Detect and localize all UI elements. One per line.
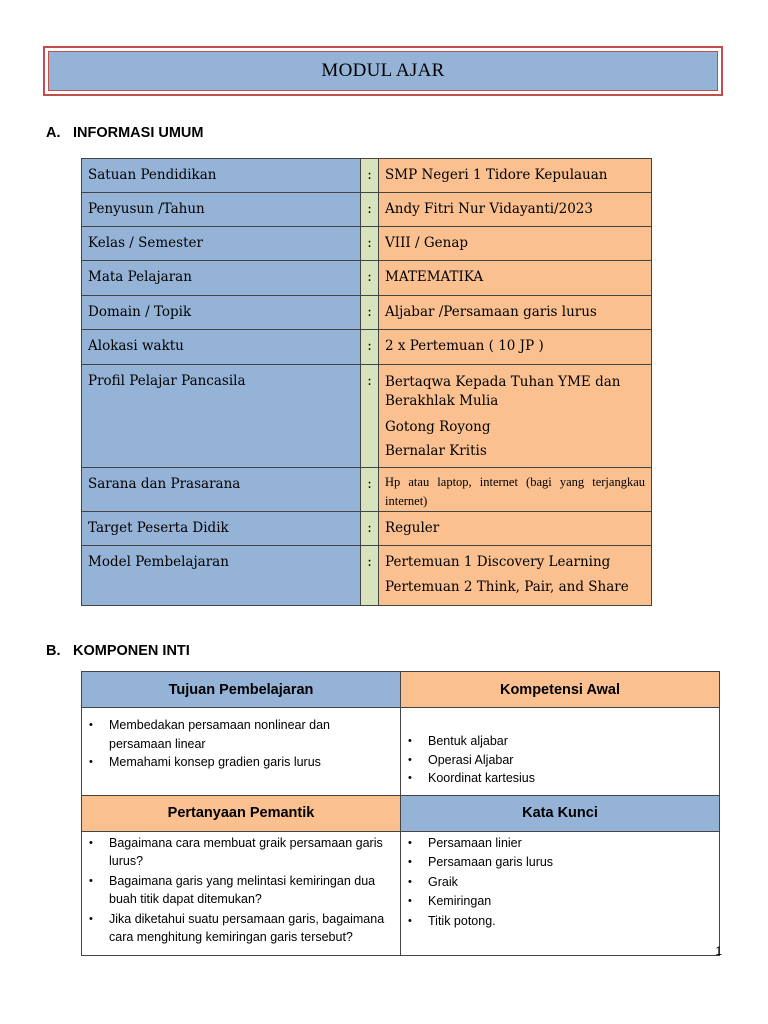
- info-table: [81, 158, 652, 606]
- info-label: Alokasi waktu: [82, 330, 361, 365]
- info-value: MATEMATIKA: [379, 261, 652, 296]
- info-row-mapel: [82, 261, 652, 296]
- info-colon: :: [361, 330, 379, 365]
- info-label: Profil Pelajar Pancasila: [82, 365, 361, 468]
- info-colon: :: [361, 365, 379, 468]
- info-value: Reguler: [379, 512, 652, 546]
- kompetensi-header: Kompetensi Awal: [401, 672, 720, 708]
- info-colon: :: [361, 296, 379, 330]
- tujuan-header: Tujuan Pembelajaran: [82, 672, 401, 708]
- info-row-kelas: [82, 227, 652, 261]
- pertanyaan-cell: [82, 831, 401, 955]
- info-colon: :: [361, 261, 379, 296]
- list-item: • Kemiringan: [408, 894, 492, 908]
- info-label: Satuan Pendidikan: [82, 159, 361, 193]
- info-label: Target Peserta Didik: [82, 512, 361, 546]
- info-value: 2 x Pertemuan ( 10 JP ): [379, 330, 652, 365]
- tujuan-cell: [82, 708, 401, 796]
- list-item: • Bagaimana garis yang melintasi kemiringan dua buah titik dapat ditemukan?: [89, 873, 376, 906]
- info-colon: :: [361, 468, 379, 512]
- info-label: Sarana dan Prasarana: [82, 468, 361, 512]
- section-b-letter: B.: [46, 643, 61, 659]
- info-row-alokasi: [82, 330, 652, 365]
- list-item: • Jika diketahui suatu persamaan garis, bagaimana cara menghitung kemiringan garis tersebut?: [89, 911, 385, 944]
- komponen-table: [81, 671, 720, 956]
- section-a-title: INFORMASI UMUM: [73, 125, 204, 141]
- info-value: SMP Negeri 1 Tidore Kepulauan: [379, 159, 652, 193]
- info-value: Andy Fitri Nur Vidayanti/2023: [379, 193, 652, 227]
- info-colon: :: [361, 159, 379, 193]
- page-title: MODUL AJAR: [48, 51, 718, 91]
- info-row-satuan: [82, 159, 652, 193]
- kompetensi-cell: [401, 708, 720, 796]
- section-b-title: KOMPONEN INTI: [73, 643, 190, 659]
- info-colon: :: [361, 512, 379, 546]
- kata-kunci-cell: [401, 831, 720, 955]
- info-label: Model Pembelajaran: [82, 546, 361, 606]
- info-colon: :: [361, 546, 379, 606]
- list-item: • Koordinat kartesius: [408, 771, 536, 785]
- title-box: [43, 46, 723, 96]
- list-item: • Graik: [408, 874, 458, 889]
- info-value: Hp atau laptop, internet (bagi yang terjangkau internet): [379, 468, 652, 512]
- section-a-letter: A.: [46, 125, 61, 141]
- list-item: • Persamaan linier: [408, 835, 522, 850]
- info-label: Domain / Topik: [82, 296, 361, 330]
- list-item: • Persamaan garis lurus: [408, 855, 554, 869]
- info-row-sarana: [82, 468, 652, 512]
- info-label: Penyusun /Tahun: [82, 193, 361, 227]
- info-row-penyusun: [82, 193, 652, 227]
- info-label: Mata Pelajaran: [82, 261, 361, 296]
- info-value: Aljabar /Persamaan garis lurus: [379, 296, 652, 330]
- info-row-model: [82, 546, 652, 606]
- kata-kunci-header: Kata Kunci: [401, 795, 720, 831]
- page-number: 1: [715, 944, 722, 958]
- info-value: Pertemuan 1 Discovery Learning Pertemuan 2 Think, Pair, and Share: [379, 546, 652, 606]
- info-row-domain: [82, 296, 652, 330]
- info-value: Bertaqwa Kepada Tuhan YME dan Berakhlak Mulia Gotong Royong Bernalar Kritis: [379, 365, 652, 468]
- pertanyaan-header: Pertanyaan Pemantik: [82, 795, 401, 831]
- section-a-heading: [46, 125, 204, 141]
- section-b-heading: [46, 643, 190, 659]
- info-value: VIII / Genap: [379, 227, 652, 261]
- list-item: • Operasi Aljabar: [408, 752, 514, 767]
- info-label: Kelas / Semester: [82, 227, 361, 261]
- list-item: • Membedakan persamaan nonlinear dan persamaan linear: [89, 718, 330, 751]
- list-item: • Memahami konsep gradien garis lurus: [89, 755, 321, 769]
- list-item: • Titik potong.: [408, 913, 496, 928]
- list-item: • Bentuk aljabar: [408, 734, 508, 748]
- info-colon: :: [361, 193, 379, 227]
- list-item: • Bagaimana cara membuat graik persamaan garis lurus?: [89, 835, 383, 868]
- info-colon: :: [361, 227, 379, 261]
- info-row-profil: [82, 365, 652, 468]
- info-row-target: [82, 512, 652, 546]
